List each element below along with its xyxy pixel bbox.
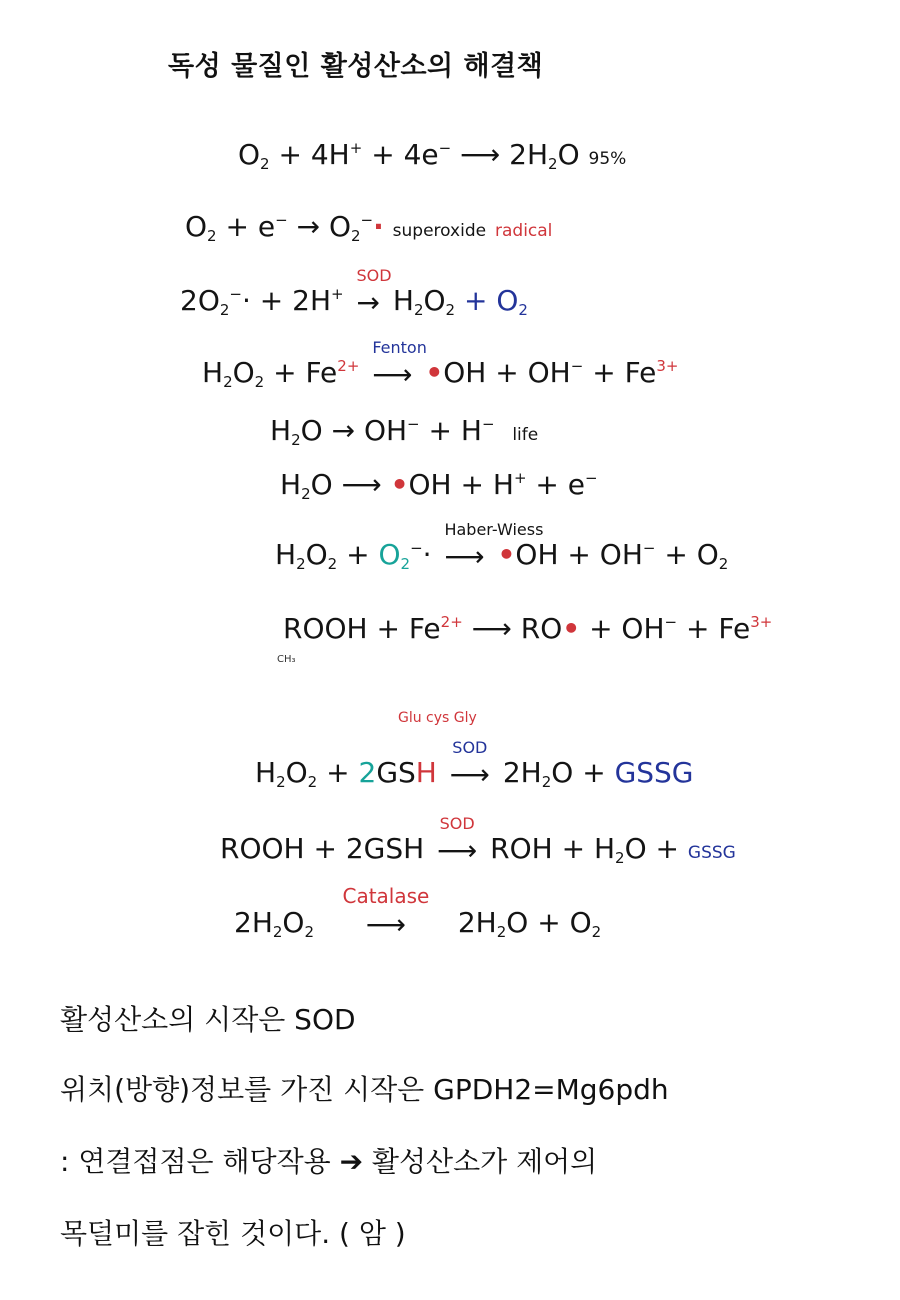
catalase-label: Catalase <box>342 883 430 908</box>
note-line-2: 위치(방향)정보를 가진 시작은 GPDH2=Mg6pdh <box>60 1073 669 1106</box>
equation-rooh-gsh: ROOH + 2GSH SOD ⟶ ROH + $H_2O$ + GSSG <box>220 813 736 867</box>
equation-fenton: $H_2O_2 + Fe^{2+}$ Fenton ⟶ •OH + $OH^- + Fe^{3+}$ <box>202 337 679 391</box>
glutathione-annotation: Glu cys Gly <box>398 710 477 726</box>
equation-sod: $2O_2^-\cdot + 2H^+$ SOD → $H_2O_2 + O_2$ <box>180 265 528 319</box>
haber-weiss-label: Haber-Wiess <box>444 519 544 539</box>
life-label: life <box>512 425 539 445</box>
page-title: 독성 물질인 활성산소의 해결책 <box>168 51 544 82</box>
enzyme-sod-label-2: SOD <box>452 737 488 757</box>
enzyme-sod-label: SOD <box>356 265 392 285</box>
enzyme-sod-label-3: SOD <box>439 813 475 833</box>
equation-water-formation: $O_2 + 4H^+ + 4e^-$ ⟶ $2H_2O$ 95% <box>238 138 627 173</box>
equation-catalase: $2H_2O_2$ Catalase ⟶ $2H_2O + O_2$ <box>234 883 602 941</box>
note-line-3: : 연결접점은 해당작용 ➔ 활성산소가 제어의 <box>60 1145 598 1178</box>
note-line-4: 목덜미를 잡힌 것이다. ( 암 ) <box>60 1217 406 1250</box>
note-line-1: 활성산소의 시작은 SOD <box>60 1003 356 1036</box>
equation-water-radical: $H_2O$ ⟶ •OH + H+ + e− <box>280 468 598 503</box>
label-radical: radical <box>495 221 553 241</box>
label-superoxide: superoxide <box>392 221 487 241</box>
yield-percent: 95% <box>588 149 627 169</box>
equation-superoxide: $O_2 + e^- \to O_2^-\cdot$ superoxide radical <box>185 210 553 245</box>
equation-gsh: $H_2O_2 + 2GSH$ SOD ⟶ $2H_2O$ + GSSG <box>255 737 694 791</box>
equation-rooh-iron: ROOH + $Fe^{2+}$ ⟶ RO• + $OH^- + Fe^{3+}$ <box>283 612 773 645</box>
equation-haber-weiss: $H_2O_2 + O_2^-\cdot$ Haber-Wiess ⟶ •OH + $OH^- + O_2$ <box>275 519 729 573</box>
fenton-label: Fenton <box>372 337 427 357</box>
equation-water-split-life: $H_2O \to OH^- + H^-$ life <box>270 414 539 449</box>
ch3-annotation: CH₃ <box>277 654 296 665</box>
